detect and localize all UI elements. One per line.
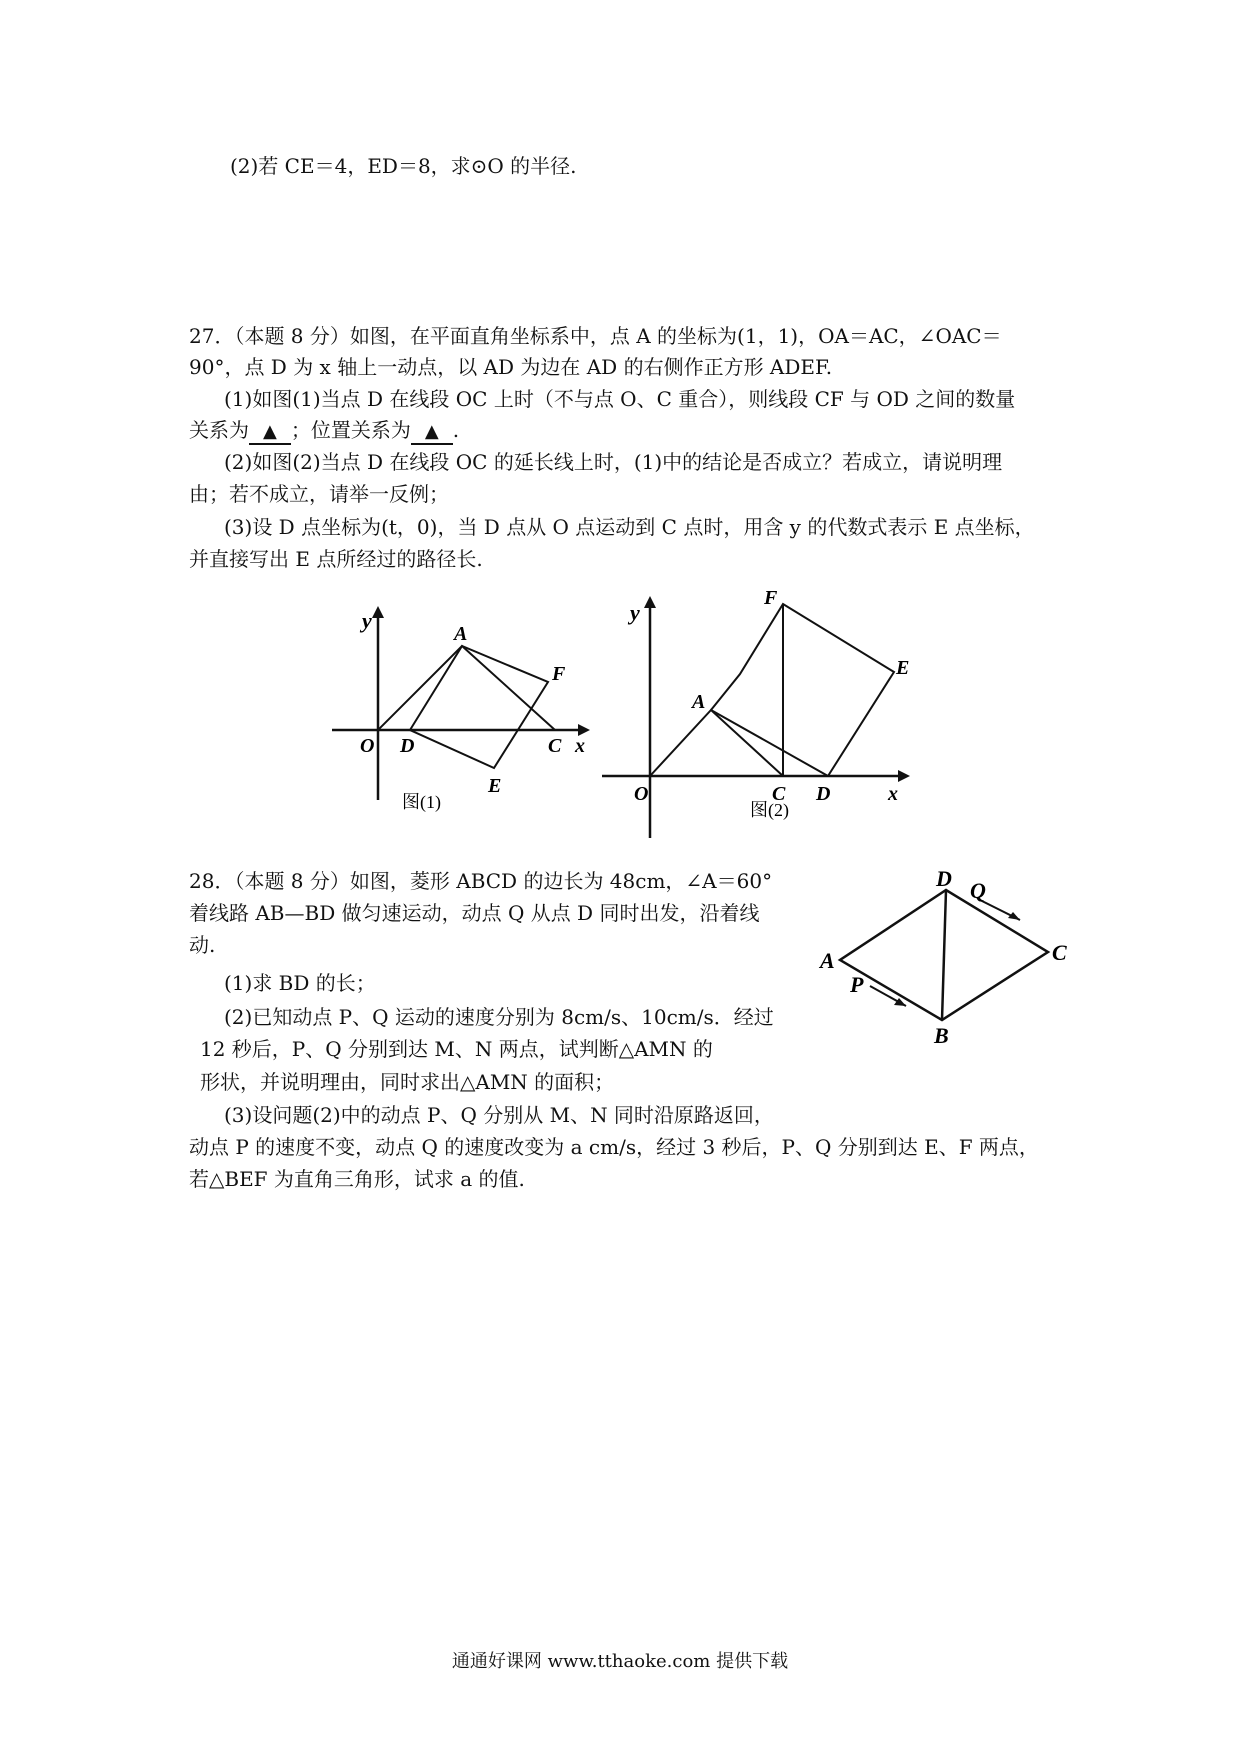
footer-source: 通通好课网 www.tthaoke.com 提供下载 — [451, 1651, 789, 1672]
q27-part2-line2: 由；若不成立，请举一反例； — [189, 482, 449, 506]
fig2-label-E: E — [896, 657, 910, 679]
rhombus-label-A: A — [820, 948, 835, 973]
figure-1 — [320, 600, 600, 830]
answer-blank-1: ▲ — [249, 421, 291, 445]
q27-part3-line2: 并直接写出 E 点所经过的路径长. — [189, 547, 483, 571]
rhombus-figure — [808, 868, 1078, 1048]
q28-part2-line2: 12 秒后，P、Q 分别到达 M、N 两点，试判断△AMN 的 — [200, 1037, 713, 1061]
q27-part1-line2 — [189, 416, 459, 445]
q27-part1-text-c: . — [452, 418, 460, 442]
rhombus-label-B: B — [934, 1023, 949, 1048]
q28-line3: 动. — [189, 933, 216, 957]
fig1-label-F: F — [552, 663, 566, 685]
fig2-label-C: C — [772, 783, 786, 805]
q27-stem-line2: 90°，点 D 为 x 轴上一动点，以 AD 为边在 AD 的右侧作正方形 ADEF. — [189, 355, 833, 379]
q26-part2: (2)若 CE＝4，ED＝8，求⊙O 的半径. — [230, 154, 577, 178]
fig2-label-D: D — [816, 783, 831, 805]
fig2-label-O: O — [634, 783, 649, 805]
fig2-label-A: A — [692, 691, 706, 713]
fig1-label-E: E — [488, 775, 502, 797]
rhombus-label-P: P — [850, 972, 864, 997]
answer-blank-2: ▲ — [411, 421, 453, 445]
q27-stem-line1: 27．（本题 8 分）如图，在平面直角坐标系中，点 A 的坐标为(1，1)，OA＝AC，∠OAC＝ — [189, 324, 1002, 348]
q-direction-arrow-icon — [1008, 912, 1020, 920]
fig1-label-C: C — [548, 735, 562, 757]
fig1-label-y: y — [362, 608, 372, 633]
q27-part1-line1: (1)如图(1)当点 D 在线段 OC 上时（不与点 O、C 重合），则线段 CF 与 OD 之间的数量 — [224, 387, 1016, 411]
fig2-caption: 图(2) — [750, 800, 789, 820]
fig2-label-x: x — [888, 783, 898, 805]
q27-part2-line1: (2)如图(2)当点 D 在线段 OC 的延长线上时，(1)中的结论是否成立？若成立，请说明理 — [224, 450, 1003, 474]
q28-part3-line3: 若△BEF 为直角三角形，试求 a 的值. — [189, 1167, 525, 1191]
q28-part3-line1: (3)设问题(2)中的动点 P、Q 分别从 M、N 同时沿原路返回， — [224, 1103, 774, 1127]
rhombus-label-D: D — [936, 868, 952, 891]
fig1-label-D: D — [400, 735, 415, 757]
q28-part2-line1: (2)已知动点 P、Q 运动的速度分别为 8cm/s、10cm/s．经过 — [224, 1005, 774, 1029]
rhombus-label-C: C — [1052, 940, 1067, 965]
fig2-label-F: F — [764, 590, 778, 609]
figure-2 — [598, 590, 918, 845]
q27-part1-text-a: 关系为 — [189, 418, 249, 442]
q27-part3-line1: (3)设 D 点坐标为(t，0)，当 D 点从 O 点运动到 C 点时，用含 y 的代数式表示 E 点坐标， — [224, 515, 1035, 539]
fig2-label-y: y — [630, 600, 640, 625]
q28-part2-line3: 形状，并说明理由，同时求出△AMN 的面积； — [200, 1070, 615, 1094]
q28-line1: 28．（本题 8 分）如图，菱形 ABCD 的边长为 48cm，∠A＝60° — [189, 869, 773, 893]
fig1-caption: 图(1) — [402, 792, 441, 812]
q28-part1: (1)求 BD 的长； — [224, 971, 376, 995]
q27-part1-text-b: ；位置关系为 — [290, 418, 411, 442]
q28-line2: 着线路 AB—BD 做匀速运动，动点 Q 从点 D 同时出发，沿着线 — [189, 901, 760, 925]
fig1-label-O: O — [360, 735, 375, 757]
q28-part3-line2: 动点 P 的速度不变，动点 Q 的速度改变为 a cm/s，经过 3 秒后，P、Q 分别到达 E、F 两点， — [189, 1135, 1039, 1159]
rhombus-label-Q: Q — [970, 878, 986, 903]
fig1-label-x: x — [575, 735, 585, 757]
fig1-label-A: A — [454, 623, 468, 645]
